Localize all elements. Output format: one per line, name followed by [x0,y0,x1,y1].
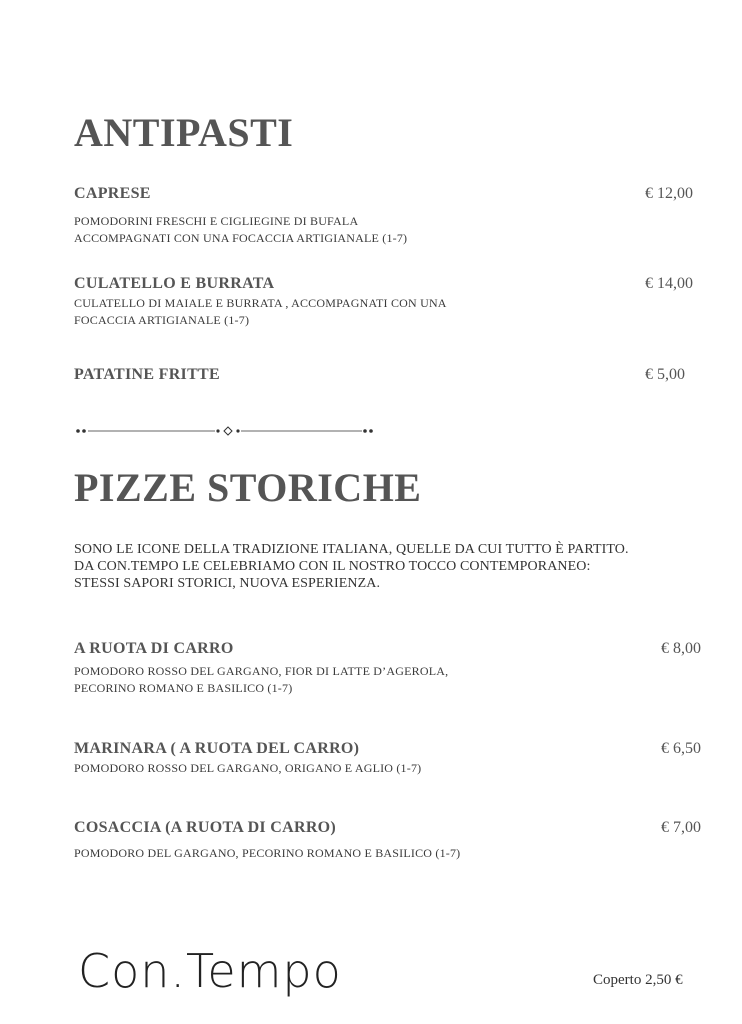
section-title-antipasti: ANTIPASTI [74,110,294,155]
coperto-charge: Coperto 2,50 € [593,972,683,988]
brand-logo: Con.Tempo [78,944,342,998]
desc-line: POMODORINI FRESCHI E CIGLIEGINE DI BUFALA [74,214,359,228]
intro-line: SONO LE ICONE DELLA TRADIZIONE ITALIANA, QUELLE DA CUI TUTTO È PARTITO. [74,542,629,557]
item-price-patatine-fritte: € 5,00 [645,366,685,383]
desc-line: FOCACCIA ARTIGIANALE (1-7) [74,313,250,327]
item-price-caprese: € 12,00 [645,185,693,202]
item-name-marinara: MARINARA ( A RUOTA DEL CARRO) [74,740,360,757]
item-name-ruota-di-carro: A RUOTA DI CARRO [74,640,234,657]
desc-line: ACCOMPAGNATI CON UNA FOCACCIA ARTIGIANALE (1-7) [74,231,408,245]
desc-line: POMODORO ROSSO DEL GARGANO, ORIGANO E AGLIO (1-7) [74,761,422,775]
item-desc-marinara [74,760,421,777]
item-price-marinara: € 6,50 [661,740,701,757]
item-desc-cosaccia [74,845,460,862]
intro-line: DA CON.TEMPO LE CELEBRIAMO CON IL NOSTRO TOCCO CONTEMPORANEO: [74,559,591,574]
section-title-pizze-storiche: PIZZE STORICHE [74,465,422,510]
intro-line: STESSI SAPORI STORICI, NUOVA ESPERIENZA. [74,576,381,591]
item-name-caprese: CAPRESE [74,185,151,202]
item-name-cosaccia: COSACCIA (A RUOTA DI CARRO) [74,819,337,836]
desc-line: POMODORO ROSSO DEL GARGANO, FIOR DI LATTE D’AGEROLA, [74,664,449,678]
ornament-divider-icon [74,424,374,438]
desc-line: POMODORO DEL GARGANO, PECORINO ROMANO E BASILICO (1-7) [74,846,461,860]
desc-line: PECORINO ROMANO E BASILICO (1-7) [74,681,293,695]
item-desc-culatello-burrata [74,295,447,329]
item-price-ruota-di-carro: € 8,00 [661,640,701,657]
item-price-cosaccia: € 7,00 [661,819,701,836]
desc-line: CULATELLO DI MAIALE E BURRATA , ACCOMPAGNATI CON UNA [74,296,447,310]
item-price-culatello-burrata: € 14,00 [645,275,693,292]
item-desc-caprese [74,213,407,247]
pizze-storiche-intro [74,541,629,592]
item-name-patatine-fritte: PATATINE FRITTE [74,366,220,383]
item-desc-ruota-di-carro [74,663,448,697]
item-name-culatello-burrata: CULATELLO E BURRATA [74,275,275,292]
